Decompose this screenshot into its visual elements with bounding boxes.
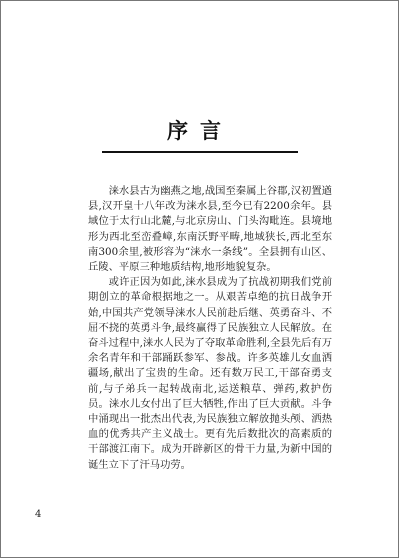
- page-number: 4: [35, 509, 42, 520]
- title-underline: [102, 151, 298, 153]
- paragraph-1: 涞水县古为幽燕之地,战国至秦属上谷郡,汉初置遒县,汉开皇十八年改为涞水县,至今已有2200余年。县域位于太行山北麓,与北京房山、门头沟毗连。县境地形为西北至峦叠嶂,东南沃野平畴,地域狭长,西北至东南300余里,被形容为“涞水一条线”。全县拥有山区、丘陵、平原三种地质结构,地形地貌复杂。: [88, 185, 332, 274]
- paragraph-2: 或许正因为如此,涞水县成为了抗战初期我们党前期创立的革命根据地之一。从艰苦卓绝的抗日战争开始,中国共产党领导涞水人民前赴后继、英勇奋斗、不屈不挠的英勇斗争,最终赢得了民族独立人民解放。在奋斗过程中,涞水人民为了夺取革命胜利,全县先后有万余名青年和干部踊跃参军、参战。许多英雄儿女血洒疆场,献出了宝贵的生命。还有数万民工,干部奋勇支前,与子弟兵一起转战南北,运送粮草、弹药,救护伤员。涞水儿女付出了巨大牺牲,作出了巨大贡献。斗争中涌现出一批杰出代表,为民族独立解放抛头颅、洒热血的优秀共产主义战士。更有先后数批次的高素质的干部渡江南下。成为开辟新区的骨干力量,为新中国的诞生立下了汗马功劳。: [88, 276, 332, 471]
- page-title: 序言: [167, 118, 233, 143]
- body-text: [88, 184, 332, 473]
